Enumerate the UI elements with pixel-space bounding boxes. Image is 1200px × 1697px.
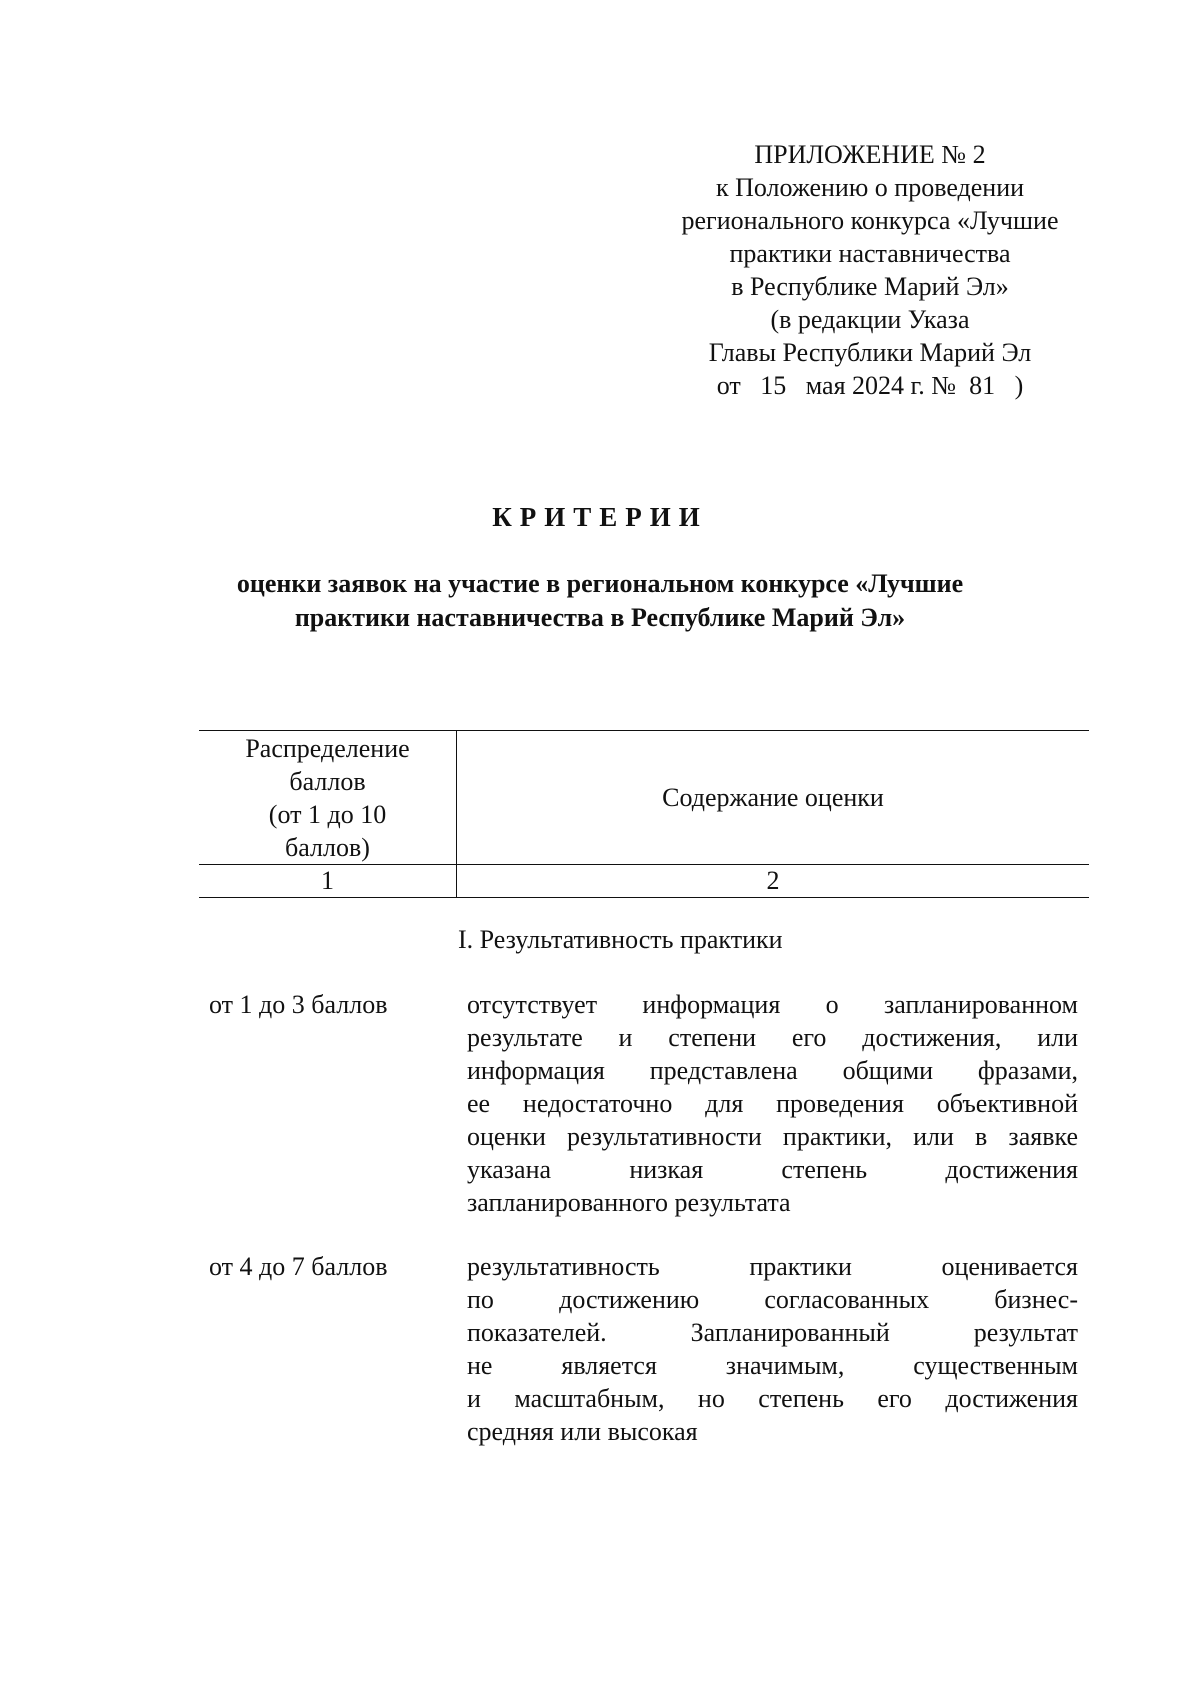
document-title: КРИТЕРИИ <box>492 502 708 532</box>
header-assessment-content: Содержание оценки <box>457 731 1090 865</box>
column-number: 1 <box>199 865 457 898</box>
header-line: баллов) <box>285 832 370 862</box>
description-line: запланированного результата <box>467 1188 791 1217</box>
description-line: оценки результативности практики, или в заявке <box>467 1122 1078 1151</box>
appendix-line: к Положению о проведении <box>715 173 1025 202</box>
description-line: и масштабным, но степень его достижения <box>467 1384 1078 1413</box>
header-line: (от 1 до 10 <box>268 799 387 829</box>
description-line: показателей. Запланированный результат <box>467 1318 1078 1347</box>
section-heading: I. Результативность практики <box>458 925 783 954</box>
description-line: информация представлена общими фразами, <box>467 1056 1078 1085</box>
header-line: Распределение <box>245 733 410 763</box>
appendix-line: (в редакции Указа <box>770 305 970 334</box>
appendix-line: практики наставничества <box>729 239 1011 268</box>
header-line: баллов <box>289 766 366 796</box>
criterion-description <box>467 988 1078 1219</box>
subtitle-line: практики наставничества в Республике Марий Эл» <box>294 603 906 632</box>
header-score-distribution <box>199 731 457 865</box>
description-line: по достижению согласованных бизнес- <box>467 1285 1078 1314</box>
appendix-block <box>640 138 1100 402</box>
column-number: 2 <box>457 865 1090 898</box>
table-header-row <box>199 731 1089 865</box>
appendix-line: в Республике Марий Эл» <box>731 272 1009 301</box>
description-line: указана низкая степень достижения <box>467 1155 1078 1184</box>
appendix-line: ПРИЛОЖЕНИЕ № 2 <box>754 140 986 169</box>
appendix-line: Главы Республики Марий Эл <box>708 338 1032 367</box>
subtitle-line: оценки заявок на участие в региональном конкурсе «Лучшие <box>236 569 964 598</box>
criterion-score: от 4 до 7 баллов <box>209 1252 388 1281</box>
description-line: результативность практики оценивается <box>467 1252 1078 1281</box>
criterion-score: от 1 до 3 баллов <box>209 990 388 1019</box>
description-line: отсутствует информация о запланированном <box>467 990 1078 1019</box>
table-row-column-numbers <box>199 865 1089 898</box>
appendix-line: регионального конкурса «Лучшие <box>681 206 1059 235</box>
description-line: ее недостаточно для проведения объективной <box>467 1089 1078 1118</box>
criteria-table <box>199 730 1089 898</box>
appendix-line: от 15 мая 2024 г. № 81 ) <box>716 371 1024 400</box>
description-line: результате и степени его достижения, или <box>467 1023 1078 1052</box>
description-line: не является значимым, существенным <box>467 1351 1078 1380</box>
criterion-description <box>467 1250 1078 1448</box>
document-subtitle <box>200 567 1000 635</box>
description-line: средняя или высокая <box>467 1417 698 1446</box>
